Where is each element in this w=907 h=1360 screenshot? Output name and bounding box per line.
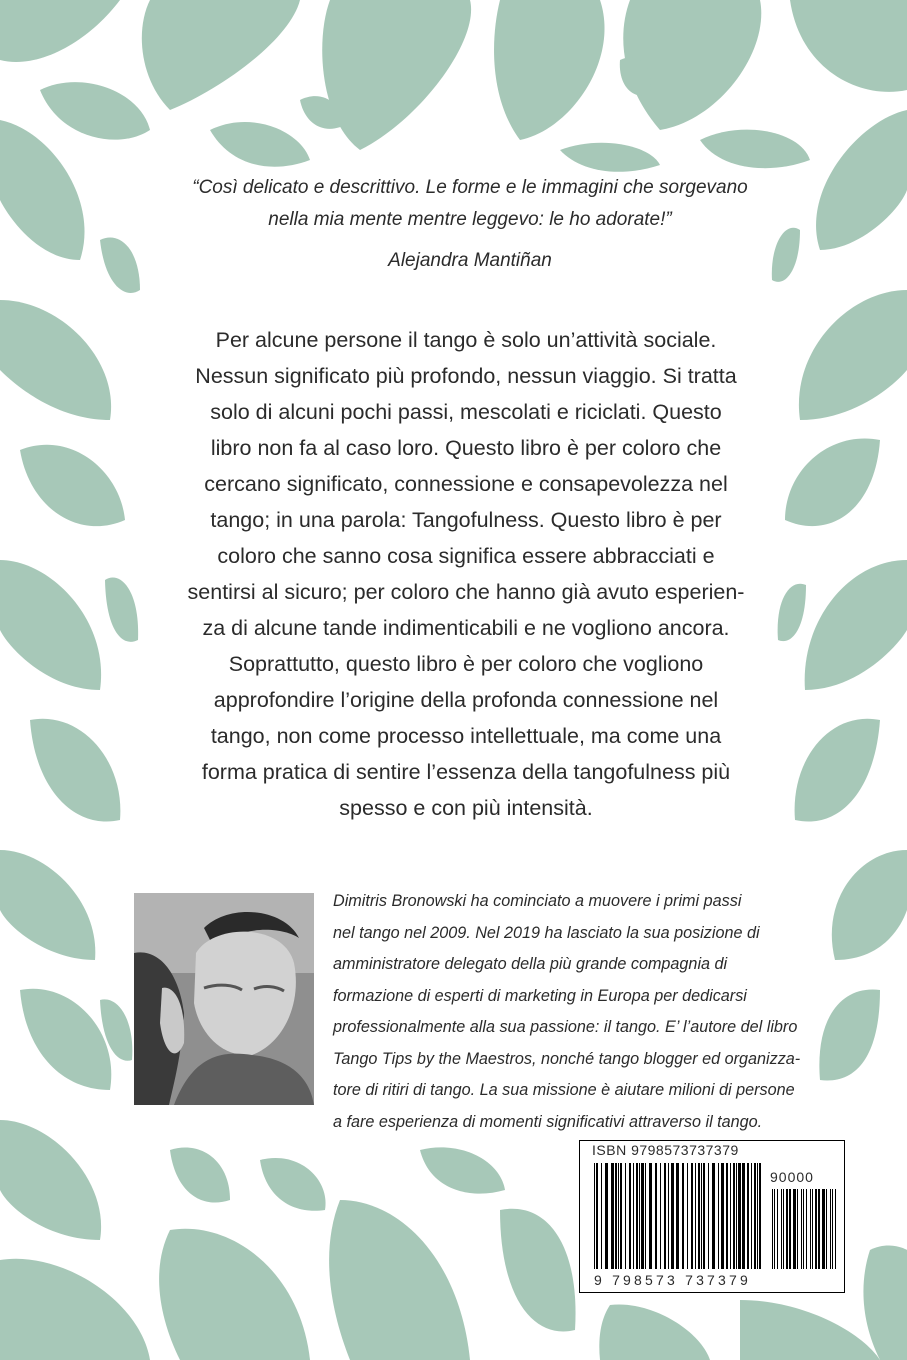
barcode-bar xyxy=(835,1189,836,1269)
barcode-bar xyxy=(695,1163,696,1269)
barcode-bar xyxy=(803,1189,804,1269)
barcode-bar xyxy=(747,1163,749,1269)
barcode-bar xyxy=(721,1163,724,1269)
barcode-bar xyxy=(633,1163,634,1269)
author-photo xyxy=(134,893,314,1105)
barcode-bar xyxy=(664,1163,666,1269)
barcode-bar xyxy=(605,1163,608,1269)
barcode-bar xyxy=(774,1189,775,1269)
bio-line: professionalmente alla sua passione: il tango. E’ l’autore del libro xyxy=(333,1018,798,1036)
barcode-bar xyxy=(641,1163,644,1269)
barcode-bar xyxy=(596,1163,598,1269)
barcode-bar xyxy=(718,1163,719,1269)
description-line: cercano significato, connessione e consapevolezza nel xyxy=(204,472,728,496)
barcode-bar xyxy=(789,1189,791,1269)
author-bio xyxy=(333,886,833,1138)
barcode-bar xyxy=(822,1189,825,1269)
description-line: forma pratica di sentire l’essenza della tangofulness più xyxy=(201,760,731,784)
barcode-bar xyxy=(655,1163,657,1269)
book-description xyxy=(150,322,782,826)
description-line: spesso e con più intensità. xyxy=(339,796,593,820)
barcode-bar xyxy=(733,1163,735,1269)
description-line: sentirsi al sicuro; per coloro che hanno già avuto esperien- xyxy=(187,580,745,604)
quote-line: “Così delicato e descrittivo. Le forme e le immagini che sorgevano xyxy=(192,177,748,198)
barcode-bar xyxy=(687,1163,688,1269)
barcode-bar xyxy=(754,1163,756,1269)
bio-line: nel tango nel 2009. Nel 2019 ha lasciato la sua posizione di xyxy=(333,923,760,942)
description-line: libro non fa al caso loro. Questo libro è per coloro che xyxy=(210,436,722,460)
barcode-bar xyxy=(676,1163,679,1269)
barcode-bar xyxy=(660,1163,661,1269)
description-line: Soprattutto, questo libro è per coloro che vogliono xyxy=(228,652,704,676)
description-line: tango; in una parola: Tangofulness. Questo libro è per xyxy=(210,508,722,532)
barcode-bar xyxy=(639,1163,640,1269)
barcode-bar xyxy=(786,1189,788,1269)
description-line: Per alcune persone il tango è solo un’attività sociale. xyxy=(215,328,717,352)
barcode-bar xyxy=(812,1189,813,1269)
barcode-bar xyxy=(730,1163,731,1269)
barcode-bar xyxy=(712,1163,715,1269)
barcode-bar xyxy=(649,1163,652,1269)
barcode-bar xyxy=(645,1163,646,1269)
review-quote xyxy=(150,172,790,236)
barcode-bar xyxy=(832,1189,833,1269)
price-code: 90000 xyxy=(770,1169,814,1185)
barcode-bar xyxy=(708,1163,709,1269)
barcode-bars xyxy=(580,1141,844,1292)
bio-line: Tango Tips by the Maestros, nonché tango blogger ed organizza- xyxy=(333,1049,801,1068)
quote-line: nella mia mente mentre leggevo: le ho adorate!” xyxy=(268,209,672,230)
barcode-bar xyxy=(615,1163,617,1269)
barcode-bar xyxy=(742,1163,745,1269)
barcode-bar xyxy=(726,1163,728,1269)
isbn-digits: 9 798573 737379 xyxy=(594,1272,751,1288)
barcode-bar xyxy=(826,1189,827,1269)
barcode-bar xyxy=(701,1163,702,1269)
description-line: solo di alcuni pochi passi, mescolati e riciclati. Questo xyxy=(210,400,722,424)
barcode-bar xyxy=(698,1163,700,1269)
barcode-bar xyxy=(801,1189,802,1269)
barcode-bar xyxy=(793,1189,796,1269)
bio-line: tore di ritiri di tango. La sua missione è aiutare milioni di persone xyxy=(333,1081,795,1099)
barcode-bar xyxy=(682,1163,684,1269)
barcode-bar xyxy=(594,1163,595,1269)
barcode-bar xyxy=(668,1163,669,1269)
barcode-bar xyxy=(620,1163,622,1269)
barcode-bar xyxy=(810,1189,811,1269)
barcode-bar xyxy=(815,1189,817,1269)
barcode-bar xyxy=(601,1163,602,1269)
isbn-label: ISBN 9798573737379 xyxy=(592,1142,739,1158)
quote-author: Alejandra Mantiñan xyxy=(388,250,552,271)
barcode-bar xyxy=(818,1189,820,1269)
barcode-bar xyxy=(830,1189,831,1269)
description-line: za di alcune tande indimenticabili e ne vogliono ancora. xyxy=(202,616,730,640)
barcode-bar xyxy=(671,1163,674,1269)
bio-line: a fare esperienza di momenti significativi attraverso il tango. xyxy=(333,1112,763,1131)
barcode-bar xyxy=(611,1163,614,1269)
description-line: coloro che sanno cosa significa essere abbracciati e xyxy=(217,544,715,568)
barcode-bar xyxy=(781,1189,782,1269)
barcode-bar xyxy=(691,1163,693,1269)
barcode-bar xyxy=(625,1163,626,1269)
bio-line: formazione di esperti di marketing in Europa per dedicarsi xyxy=(333,986,747,1005)
barcode-bar xyxy=(806,1189,807,1269)
barcode-bar xyxy=(636,1163,638,1269)
barcode-bar xyxy=(757,1163,758,1269)
description-line: approfondire l’origine della profonda connessione nel xyxy=(213,688,719,712)
isbn-barcode xyxy=(579,1140,845,1293)
barcode-bar xyxy=(738,1163,741,1269)
barcode-bar xyxy=(618,1163,619,1269)
barcode-bar xyxy=(772,1189,773,1269)
barcode-bar xyxy=(629,1163,631,1269)
barcode-bar xyxy=(777,1189,778,1269)
bio-line: Dimitris Bronowski ha cominciato a muovere i primi passi xyxy=(333,892,742,910)
bio-line: amministratore delegato della più grande compagnia di xyxy=(333,955,728,973)
barcode-bar xyxy=(736,1163,737,1269)
barcode-bar xyxy=(783,1189,784,1269)
description-line: Nessun significato più profondo, nessun viaggio. Si tratta xyxy=(195,364,737,388)
description-line: tango, non come processo intellettuale, ma come una xyxy=(210,724,722,748)
barcode-bar xyxy=(759,1163,761,1269)
barcode-bar xyxy=(751,1163,752,1269)
barcode-bar xyxy=(797,1189,798,1269)
barcode-bar xyxy=(703,1163,705,1269)
